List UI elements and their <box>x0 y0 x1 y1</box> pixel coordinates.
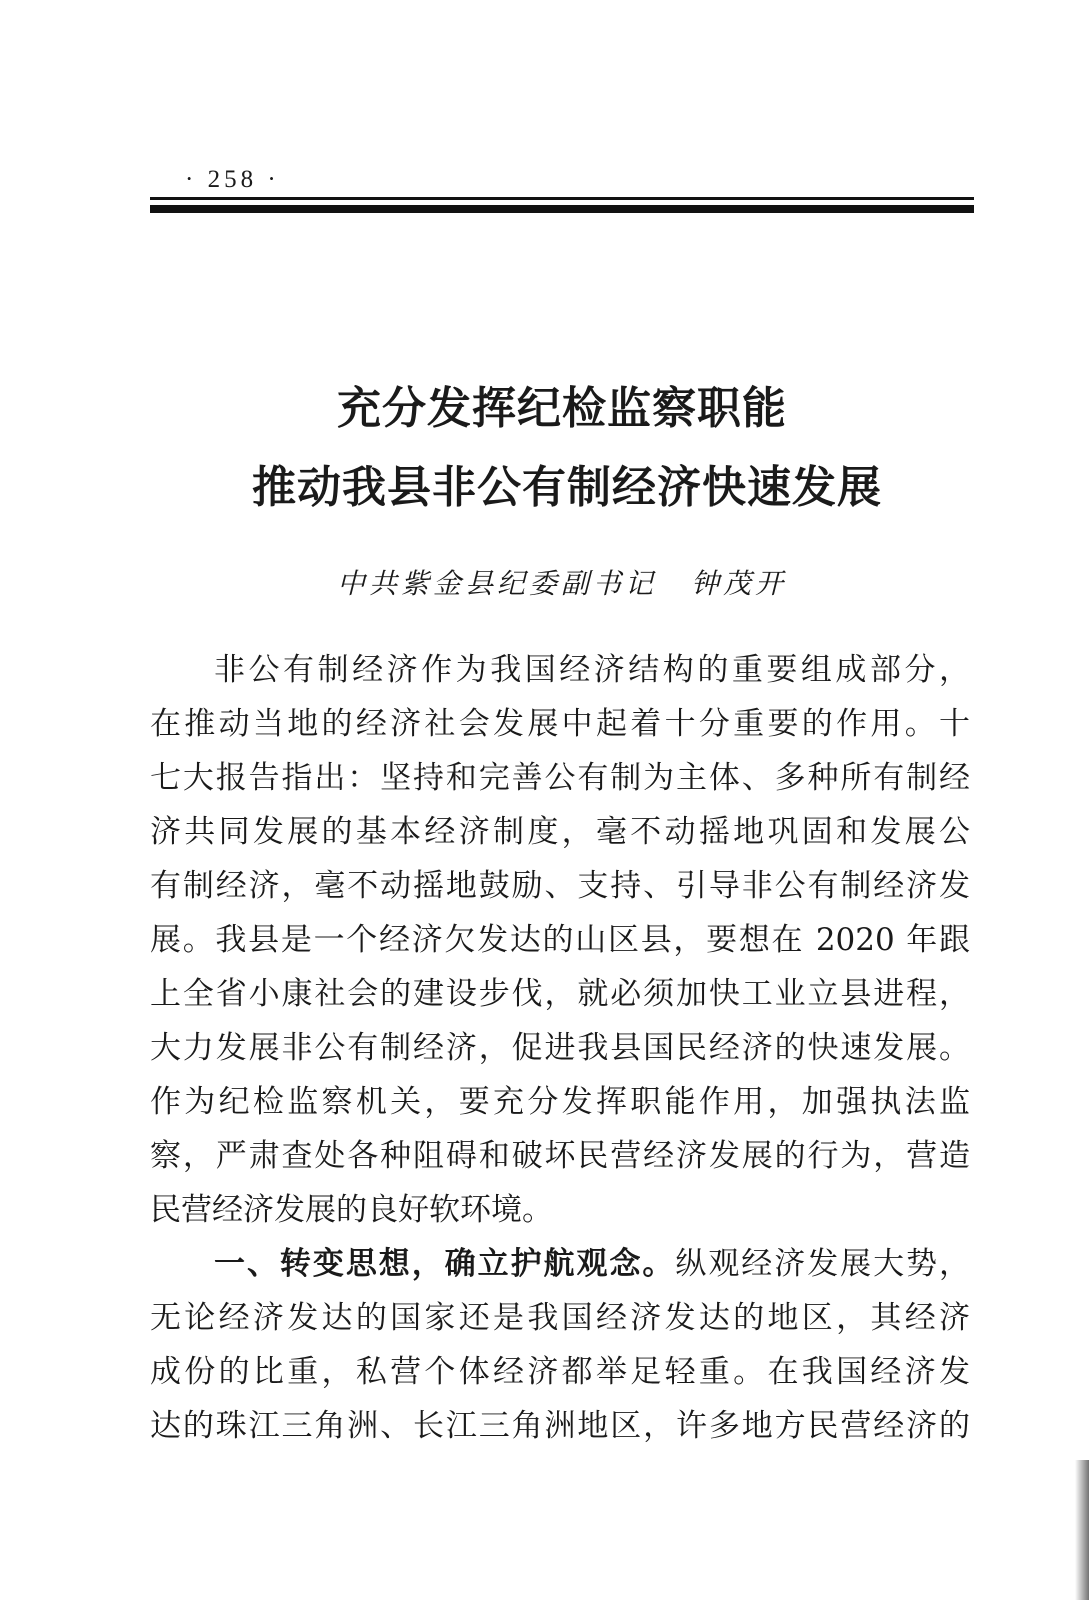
body-line: 上全省小康社会的建设步伐，就必须加快工业立县进程， <box>150 976 970 1012</box>
section-1-first-line <box>150 1237 970 1291</box>
body-line: 非公有制经济作为我国经济结构的重要组成部分， <box>214 652 970 688</box>
body-line: 达的珠江三角洲、长江三角洲地区，许多地方民营经济的 <box>150 1408 970 1444</box>
page-number: · 258 · <box>185 166 280 193</box>
body-line: 在推动当地的经济社会发展中起着十分重要的作用。十 <box>150 706 970 742</box>
header-rule-thin <box>150 197 974 200</box>
article-title-line-2: 推动我县非公有制经济快速发展 <box>252 462 882 513</box>
paragraph-1 <box>150 643 970 1237</box>
section-1-lead-text: 纵观经济发展大势， <box>675 1246 971 1282</box>
body-line: 成份的比重，私营个体经济都举足轻重。在我国经济发 <box>150 1354 970 1390</box>
body-line: 大力发展非公有制经济，促进我县国民经济的快速发展。 <box>150 1030 970 1066</box>
body-line: 展。我县是一个经济欠发达的山区县，要想在 2020 年跟 <box>150 922 970 958</box>
byline <box>150 562 974 602</box>
body-line: 察，严肃查处各种阻碍和破坏民营经济发展的行为，营造 <box>150 1138 970 1174</box>
article-body <box>150 643 970 1453</box>
header-rule-thick <box>150 205 974 213</box>
body-line: 有制经济，毫不动摇地鼓励、支持、引导非公有制经济发 <box>150 868 970 904</box>
scan-edge-shadow <box>1075 1460 1089 1600</box>
body-line: 民营经济发展的良好软环境。 <box>150 1192 553 1228</box>
body-line: 作为纪检监察机关，要充分发挥职能作用，加强执法监 <box>150 1084 970 1120</box>
body-line: 七大报告指出：坚持和完善公有制为主体、多种所有制经 <box>150 760 970 796</box>
body-line: 无论经济发达的国家还是我国经济发达的地区，其经济 <box>150 1300 970 1336</box>
section-1-heading: 一、转变思想，确立护航观念。 <box>214 1246 676 1282</box>
author-affiliation: 中共紫金县纪委副书记 <box>336 567 657 600</box>
body-line: 济共同发展的基本经济制度，毫不动摇地巩固和发展公 <box>150 814 970 850</box>
author-name: 钟茂开 <box>691 567 788 600</box>
section-1 <box>150 1237 970 1453</box>
article-title-line-1: 充分发挥纪检监察职能 <box>337 383 787 434</box>
